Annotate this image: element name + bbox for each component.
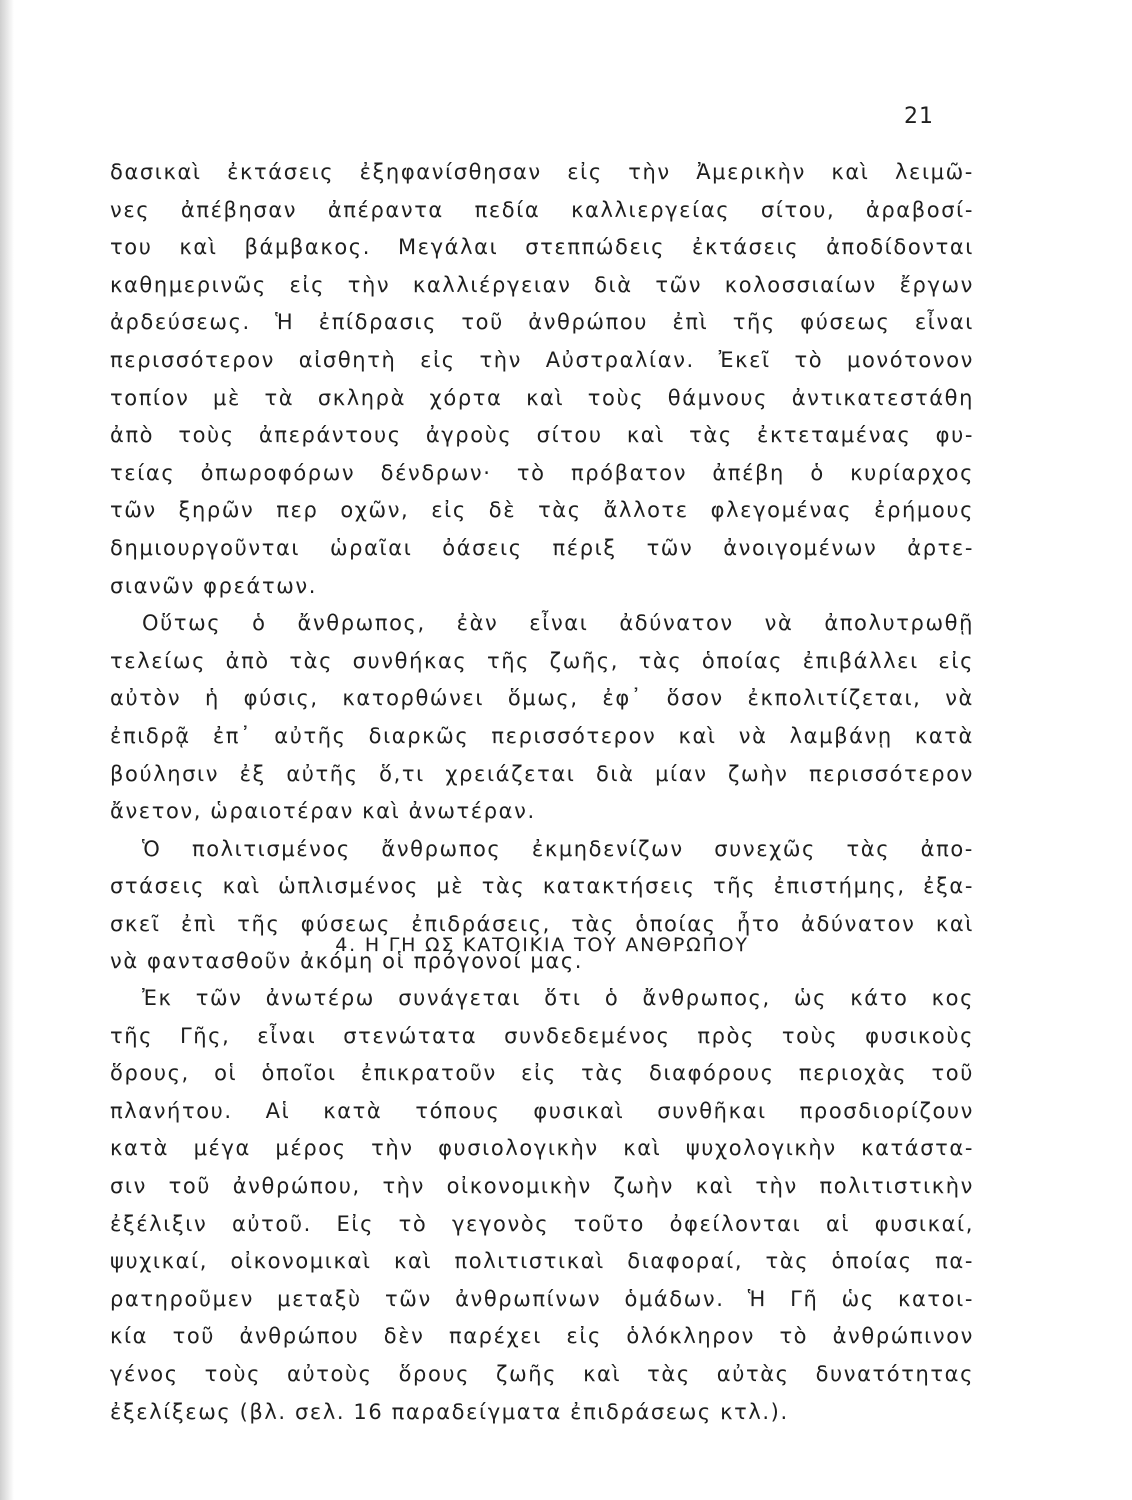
text-line: τελείως ἀπὸ τὰς συνθήκας τῆς ζωῆς, τὰς ὁποίας ἐπιβάλλει εἰς — [110, 648, 974, 673]
text-line: κία τοῦ ἀνθρώπου δὲν παρέχει εἰς ὁλόκληρον τὸ ἀνθρώπινον — [110, 1324, 974, 1349]
page-edge-shadow — [0, 0, 14, 1500]
body-text-section-2 — [110, 980, 974, 1431]
text-line: πλανήτου. Αἱ κατὰ τόπους φυσικαὶ συνθῆκαι προσδιορίζουν — [110, 1098, 974, 1123]
body-text-section-1 — [110, 154, 974, 981]
text-line: ἐξελίξεως (βλ. σελ. 16 παραδείγματα ἐπιδράσεως κτλ.). — [110, 1399, 789, 1424]
text-line: ὅρους, οἱ ὁποῖοι ἐπικρατοῦν εἰς τὰς διαφόρους περιοχὰς τοῦ — [110, 1061, 974, 1086]
text-line: ἀπὸ τοὺς ἀπεράντους ἀγροὺς σίτου καὶ τὰς ἐκτεταμένας φυ- — [110, 423, 974, 448]
text-line: του καὶ βάμβακος. Μεγάλαι στεππώδεις ἐκτάσεις ἀποδίδονται — [110, 235, 974, 260]
text-line: σκεῖ ἐπὶ τῆς φύσεως ἐπιδράσεις, τὰς ὁποίας ἦτο ἀδύνατον καὶ — [110, 911, 974, 936]
section-heading: 4. Η ΓΗ ΩΣ ΚΑΤΟΙΚΙΑ ΤΟΥ ΑΝΘΡΩΠΟΥ — [335, 934, 749, 956]
text-line: καθημερινῶς εἰς τὴν καλλιέργειαν διὰ τῶν κολοσσιαίων ἔργων — [110, 272, 974, 297]
text-line: δασικαὶ ἐκτάσεις ἐξηφανίσθησαν εἰς τὴν Ἀμερικὴν καὶ λειμῶ- — [110, 160, 974, 184]
text-line: τοπίον μὲ τὰ σκληρὰ χόρτα καὶ τοὺς θάμνους ἀντικατεστάθη — [110, 385, 974, 410]
text-line: στάσεις καὶ ὡπλισμένος μὲ τὰς κατακτήσεις τῆς ἐπιστήμης, ἐξα- — [110, 874, 974, 899]
text-line: δημιουργοῦνται ὡραῖαι ὀάσεις πέριξ τῶν ἀνοιγομένων ἀρτε- — [110, 535, 974, 560]
text-line: ἄνετον, ὡραιοτέραν καὶ ἀνωτέραν. — [110, 799, 536, 824]
page-number: 21 — [904, 104, 934, 129]
text-line: τείας ὀπωροφόρων δένδρων· τὸ πρόβατον ἀπέβη ὁ κυρίαρχος — [110, 460, 974, 485]
text-line: αὐτὸν ἡ φύσις, κατορθώνει ὅμως, ἐφ᾽ ὅσον ἐκπολιτίζεται, νὰ — [110, 686, 974, 711]
text-line: βούλησιν ἐξ αὐτῆς ὅ,τι χρειάζεται διὰ μίαν ζωὴν περισσότερον — [110, 761, 974, 786]
text-line: τῶν ξηρῶν περ οχῶν, εἰς δὲ τὰς ἄλλοτε φλεγομένας ἐρήμους — [110, 498, 974, 523]
text-line: ἐπιδρᾷ ἐπ᾽ αὐτῆς διαρκῶς περισσότερον καὶ νὰ λαμβάνῃ κατὰ — [110, 723, 974, 748]
text-line: ἀρδεύσεως. Ἡ ἐπίδρασις τοῦ ἀνθρώπου ἐπὶ τῆς φύσεως εἶναι — [110, 310, 974, 335]
text-line: τῆς Γῆς, εἶναι στενώτατα συνδεδεμένος πρὸς τοὺς φυσικοὺς — [110, 1023, 974, 1048]
text-line: ψυχικαί, οἰκονομικαὶ καὶ πολιτιστικαὶ διαφοραί, τὰς ὁποίας πα- — [110, 1249, 974, 1274]
text-line: νες ἀπέβησαν ἀπέραντα πεδία καλλιεργείας σίτου, ἀραβοσί- — [110, 197, 974, 222]
text-line: νὰ φαντασθοῦν ἀκόμη οἱ πρόγονοί μας. — [110, 949, 584, 974]
text-line: σιν τοῦ ἀνθρώπου, τὴν οἰκονομικὴν ζωὴν καὶ τὴν πολιτιστικὴν — [110, 1173, 974, 1198]
text-line: κατὰ μέγα μέρος τὴν φυσιολογικὴν καὶ ψυχολογικὴν κατάστα- — [110, 1136, 974, 1161]
text-line: ρατηροῦμεν μεταξὺ τῶν ἀνθρωπίνων ὁμάδων. Ἡ Γῆ ὡς κατοι- — [110, 1286, 974, 1311]
text-line: Ὁ πολιτισμένος ἄνθρωπος ἐκμηδενίζων συνεχῶς τὰς ἀπο- — [142, 836, 974, 861]
text-line: ἐξέλιξιν αὐτοῦ. Εἰς τὸ γεγονὸς τοῦτο ὀφείλονται αἱ φυσικαί, — [110, 1211, 974, 1236]
text-line: γένος τοὺς αὐτοὺς ὅρους ζωῆς καὶ τὰς αὐτὰς δυνατότητας — [110, 1361, 974, 1386]
text-line: Οὕτως ὁ ἄνθρωπος, ἐὰν εἶναι ἀδύνατον νὰ ἀπολυτρωθῇ — [142, 611, 974, 636]
text-line: Ἐκ τῶν ἀνωτέρω συνάγεται ὅτι ὁ ἄνθρωπος, ὡς κάτο κος — [142, 986, 974, 1010]
text-line: περισσότερον αἰσθητὴ εἰς τὴν Αὐστραλίαν. Ἐκεῖ τὸ μονότονον — [110, 347, 974, 372]
text-line: σιανῶν φρεάτων. — [110, 573, 317, 598]
